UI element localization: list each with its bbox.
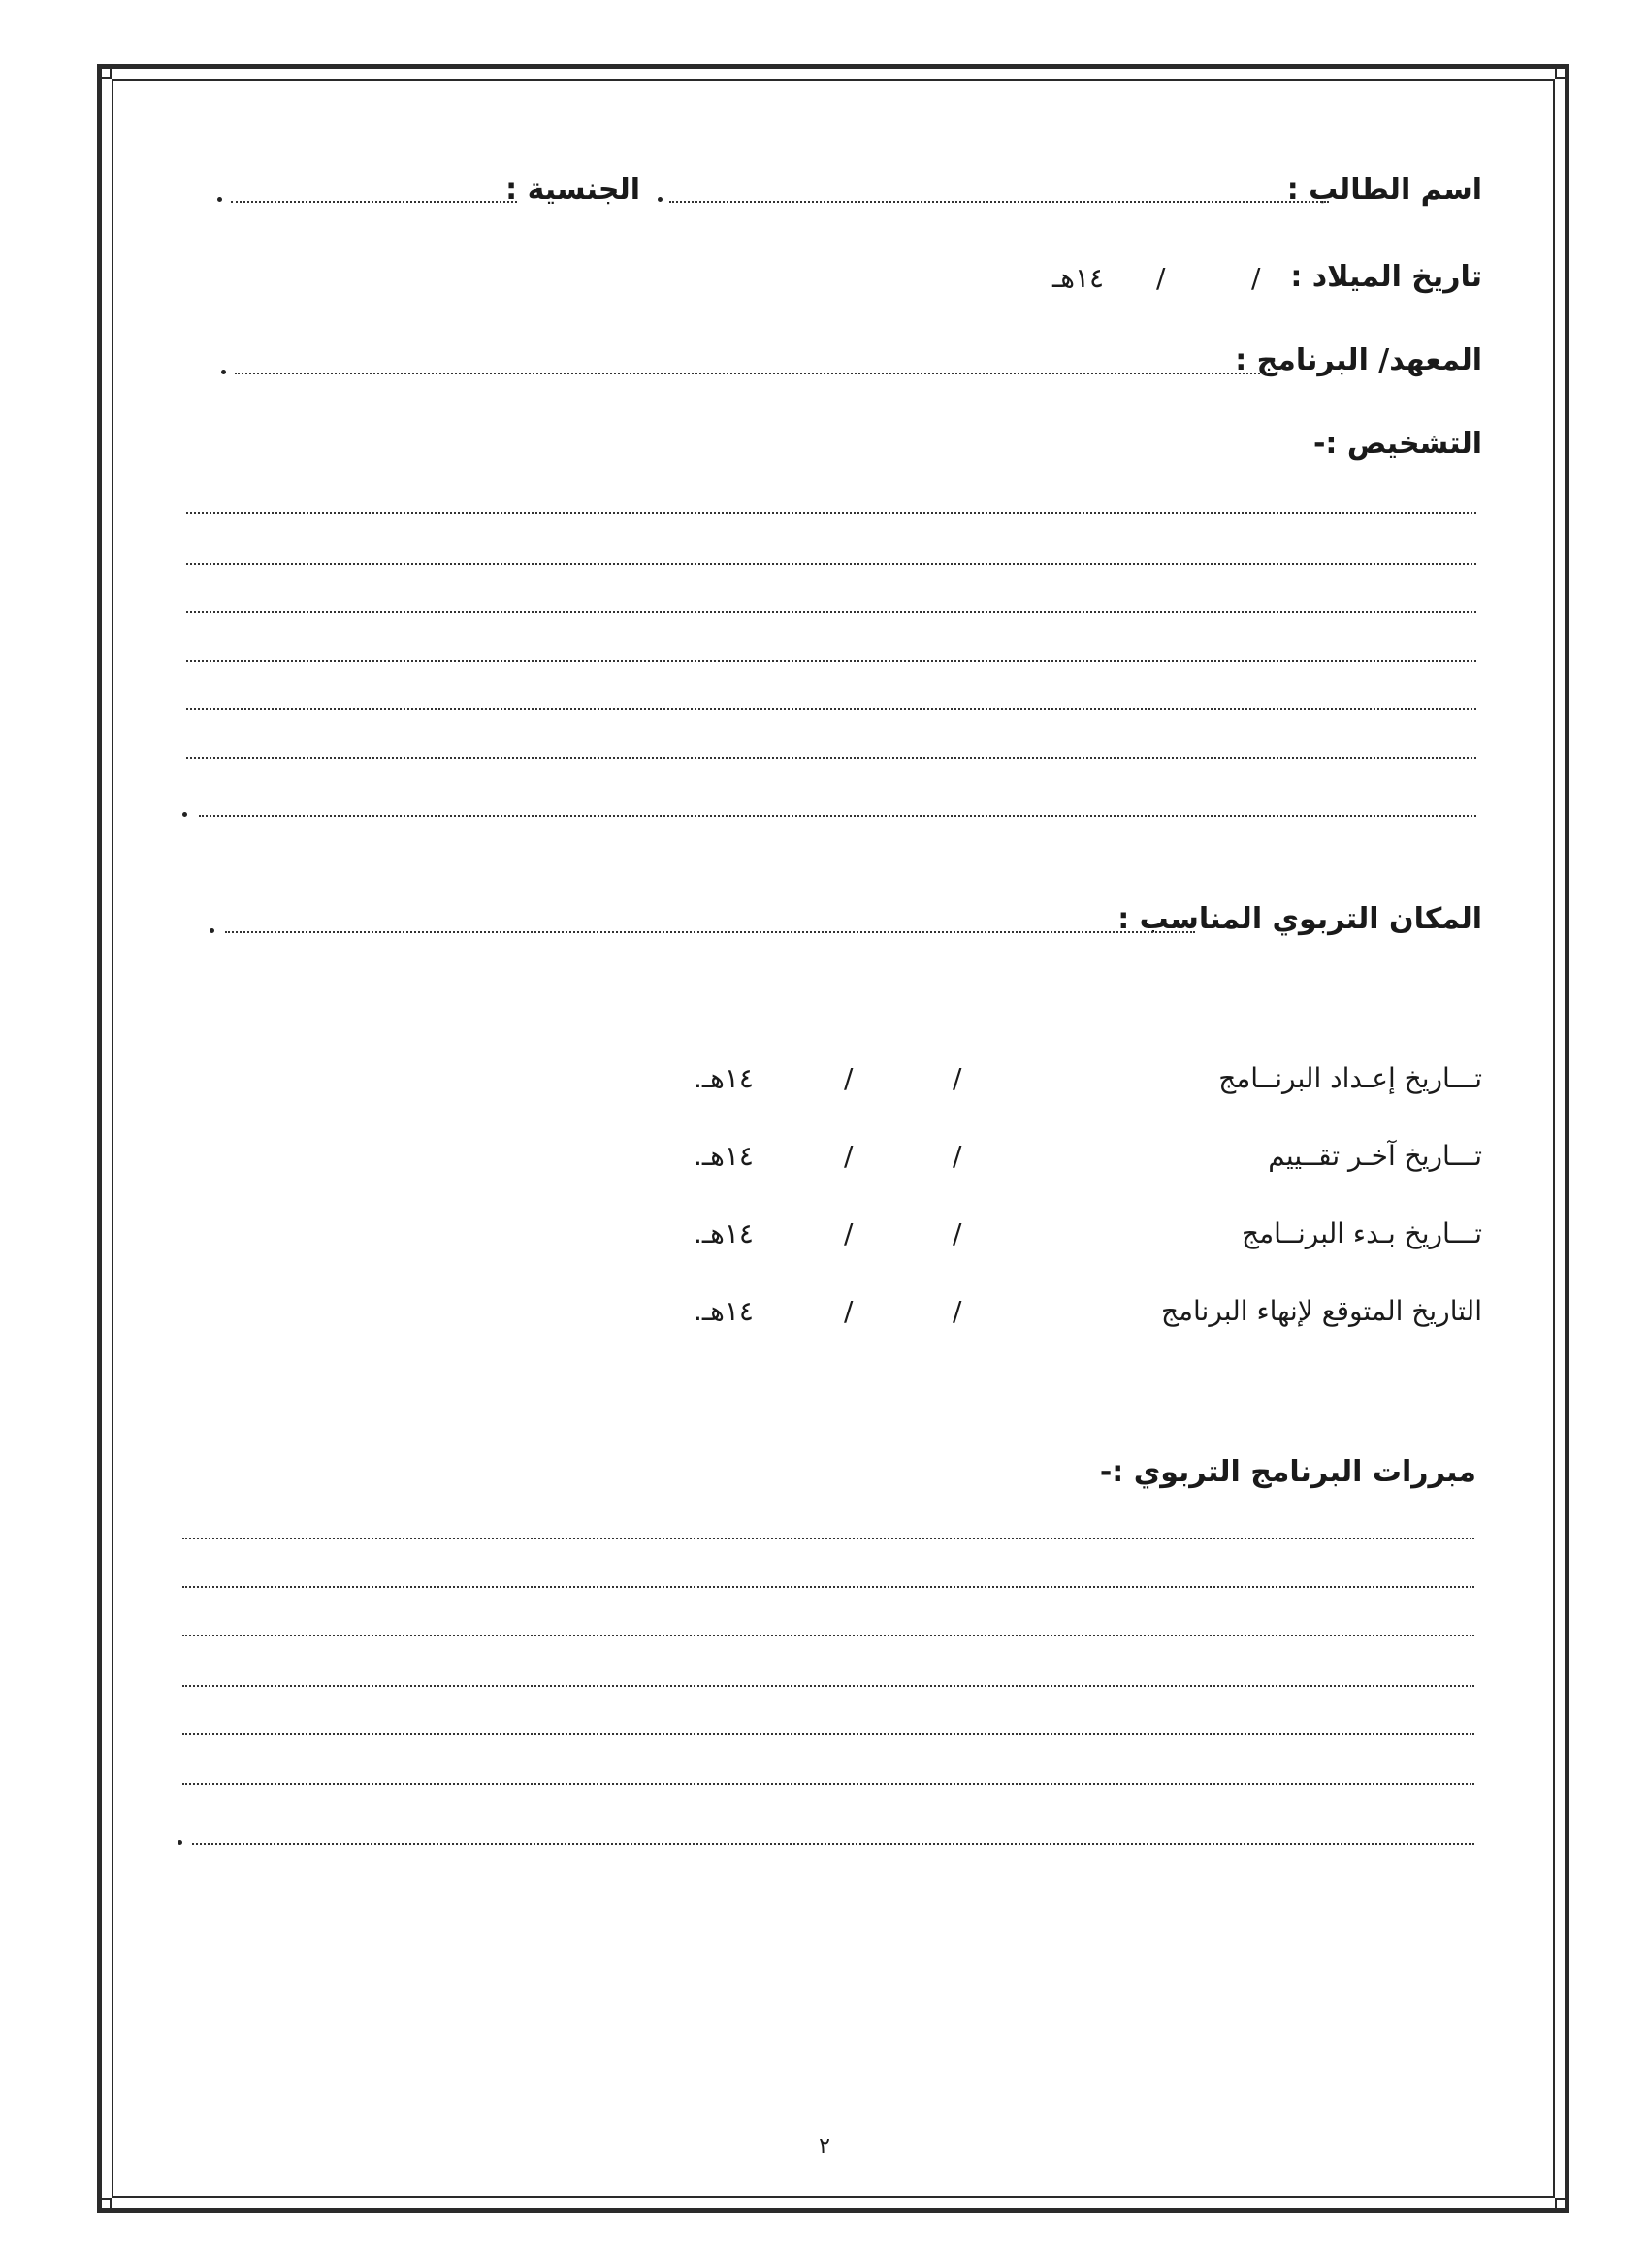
nationality-field[interactable] bbox=[231, 201, 517, 203]
diagnosis-line[interactable] bbox=[186, 757, 1476, 759]
field-end-dot bbox=[182, 812, 187, 817]
justification-line[interactable] bbox=[182, 1685, 1474, 1687]
date-label-program-start: تـــاريخ بـدء البرنــامج bbox=[1242, 1217, 1482, 1249]
field-end-dot bbox=[210, 928, 214, 933]
field-end-dot bbox=[178, 1840, 182, 1845]
date-label-last-evaluation: تـــاريخ آخـر تقــييم bbox=[1268, 1140, 1482, 1172]
field-end-dot bbox=[221, 370, 226, 374]
date-separator: / bbox=[844, 1140, 854, 1172]
placement-label: المكان التربوي المناسب : bbox=[1117, 902, 1482, 936]
date-separator: / bbox=[844, 1295, 854, 1327]
date-year-suffix: ١٤هـ. bbox=[694, 1295, 754, 1327]
field-end-dot bbox=[217, 197, 222, 202]
nationality-label: الجنسية : bbox=[505, 173, 640, 207]
date-separator: / bbox=[953, 1217, 962, 1249]
diagnosis-label: التشخيص :- bbox=[1312, 427, 1482, 461]
diagnosis-line[interactable] bbox=[186, 563, 1476, 565]
date-separator: / bbox=[844, 1062, 854, 1094]
corner-ornament bbox=[98, 2198, 112, 2212]
page-border-inner bbox=[112, 79, 1555, 2198]
justification-line[interactable] bbox=[182, 1635, 1474, 1636]
date-separator: / bbox=[1251, 262, 1261, 294]
date-year-suffix: ١٤هـ. bbox=[694, 1140, 754, 1172]
field-end-dot bbox=[658, 197, 663, 202]
institute-program-label: المعهد/ البرنامج : bbox=[1235, 343, 1482, 377]
corner-ornament bbox=[98, 65, 112, 79]
date-separator: / bbox=[953, 1295, 962, 1327]
diagnosis-line[interactable] bbox=[199, 815, 1476, 817]
placement-field[interactable] bbox=[225, 931, 1195, 933]
date-year-suffix: ١٤هـ. bbox=[694, 1062, 754, 1094]
student-name-field[interactable] bbox=[669, 201, 1329, 203]
date-separator: / bbox=[953, 1062, 962, 1094]
corner-ornament bbox=[1555, 65, 1568, 79]
birth-date-year-suffix: ١٤هـ bbox=[1052, 262, 1105, 294]
birth-date-label: تاريخ الميلاد : bbox=[1290, 260, 1482, 294]
corner-ornament bbox=[1555, 2198, 1568, 2212]
date-separator: / bbox=[844, 1217, 854, 1249]
page-number: ٢ bbox=[819, 2134, 830, 2158]
date-year-suffix: ١٤هـ. bbox=[694, 1217, 754, 1249]
diagnosis-line[interactable] bbox=[186, 512, 1476, 514]
justification-line[interactable] bbox=[192, 1843, 1474, 1845]
justification-line[interactable] bbox=[182, 1538, 1474, 1539]
justification-line[interactable] bbox=[182, 1733, 1474, 1735]
date-separator: / bbox=[953, 1140, 962, 1172]
date-label-preparation: تـــاريخ إعـداد البرنــامج bbox=[1218, 1062, 1482, 1094]
justifications-label: مبررات البرنامج التربوي :- bbox=[1099, 1455, 1476, 1489]
institute-program-field[interactable] bbox=[235, 373, 1268, 374]
diagnosis-line[interactable] bbox=[186, 708, 1476, 710]
student-name-label: اسم الطالب : bbox=[1286, 173, 1482, 207]
diagnosis-line[interactable] bbox=[186, 660, 1476, 662]
justification-line[interactable] bbox=[182, 1783, 1474, 1785]
justification-line[interactable] bbox=[182, 1586, 1474, 1588]
date-separator: / bbox=[1156, 262, 1166, 294]
date-label-expected-end: التاريخ المتوقع لإنهاء البرنامج bbox=[1160, 1295, 1482, 1327]
diagnosis-line[interactable] bbox=[186, 611, 1476, 613]
